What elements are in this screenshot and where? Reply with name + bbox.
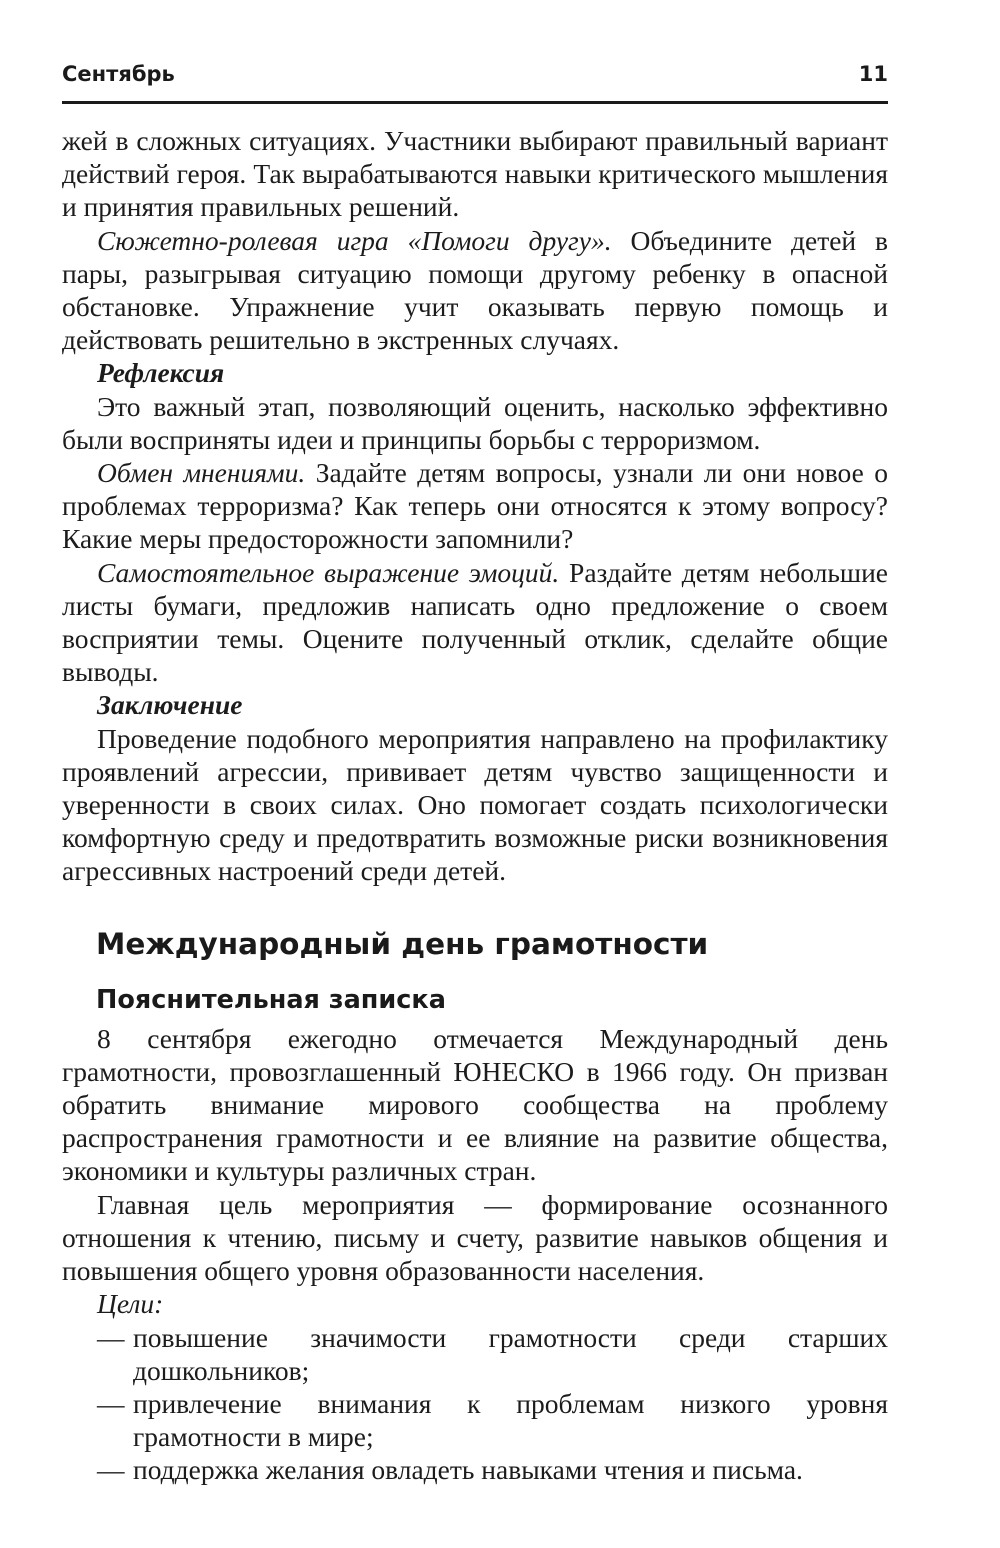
paragraph-emotions (62, 556, 888, 689)
subheading-conclusion: Заключение (97, 689, 243, 721)
paragraph-opinion-exchange (62, 456, 888, 556)
paragraph-continuation: жей в сложных ситуациях. Участники выбирают правильный вариант действий героя. Так вырабатываются навыки критического мышления и принятия правильных решений. (62, 125, 888, 223)
goal-item (62, 1321, 888, 1387)
running-head (62, 62, 888, 92)
dash-bullet: — (97, 1387, 125, 1419)
section-subtitle: Пояснительная записка (96, 984, 446, 1015)
header-rule (62, 101, 888, 104)
dash-bullet: — (97, 1321, 125, 1353)
page-body (62, 124, 888, 1487)
paragraph-literacy-day: 8 сентября ежегодно отмечается Международный день грамотности, провозглашенный ЮНЕСКО в 1966 году. Он призван обратить внимание мирового сообщества на проблему распространения грамотности и ее влияние на развитие общества, экономики и культуры различных стран. (62, 1022, 888, 1187)
opinion-exchange-title: Обмен мнениями. (97, 457, 306, 489)
goal-text: повышение значимости грамотности среди старших дошкольников; (133, 1321, 888, 1386)
goal-text: привлечение внимания к проблемам низкого уровня грамотности в мире; (133, 1387, 888, 1453)
emotions-title: Самостоятельное выражение эмоций. (97, 556, 560, 588)
goal-text: поддержка желания овладеть навыками чтения и письма. (133, 1454, 803, 1486)
paragraph-main-goal: Главная цель мероприятия — формирование осознанного отношения к чтению, письму и счету, развитие навыков общения и повышения общего уровня образованности населения. (62, 1188, 888, 1287)
goal-item (62, 1453, 888, 1486)
paragraph-reflection: Это важный этап, позволяющий оценить, насколько эффективно были восприняты идеи и принципы борьбы с терроризмом. (62, 390, 888, 455)
goal-item (62, 1387, 888, 1453)
dash-bullet: — (97, 1454, 125, 1486)
paragraph-role-play (62, 224, 888, 357)
running-head-section: Сентябрь (62, 62, 175, 86)
subheading-reflection: Рефлексия (97, 357, 225, 389)
paragraph-conclusion: Проведение подобного мероприятия направлено на профилактику проявлений агрессии, прививает детям чувство защищенности и уверенности в своих силах. Оно помогает создать психологически комфортную среду и предотвратить возможные риски возникновения агрессивных настроений среди детей. (62, 722, 888, 887)
role-play-text: Объедините детей в пары, разыгрывая ситуацию помощи другому ребенку в опасной обстановке. Упражнение учит оказывать первую помощь и действовать решительно в экстренных случаях. (62, 224, 889, 356)
emotions-text: Раздайте детям небольшие листы бумаги, предложив написать одно предложение о своем восприятии темы. Оцените полученный отклик, сделайте общие выводы. (62, 556, 889, 688)
page-number: 11 (858, 62, 888, 86)
goals-label: Цели: (97, 1288, 164, 1320)
section-title: Международный день грамотности (96, 926, 709, 961)
role-play-title: Сюжетно-ролевая игра «Помоги другу». (97, 224, 612, 256)
opinion-exchange-text: Задайте детям вопросы, узнали ли они новое о проблемах терроризма? Как теперь они относятся к этому вопросу? Какие меры предосторожности запомнили? (62, 457, 888, 555)
